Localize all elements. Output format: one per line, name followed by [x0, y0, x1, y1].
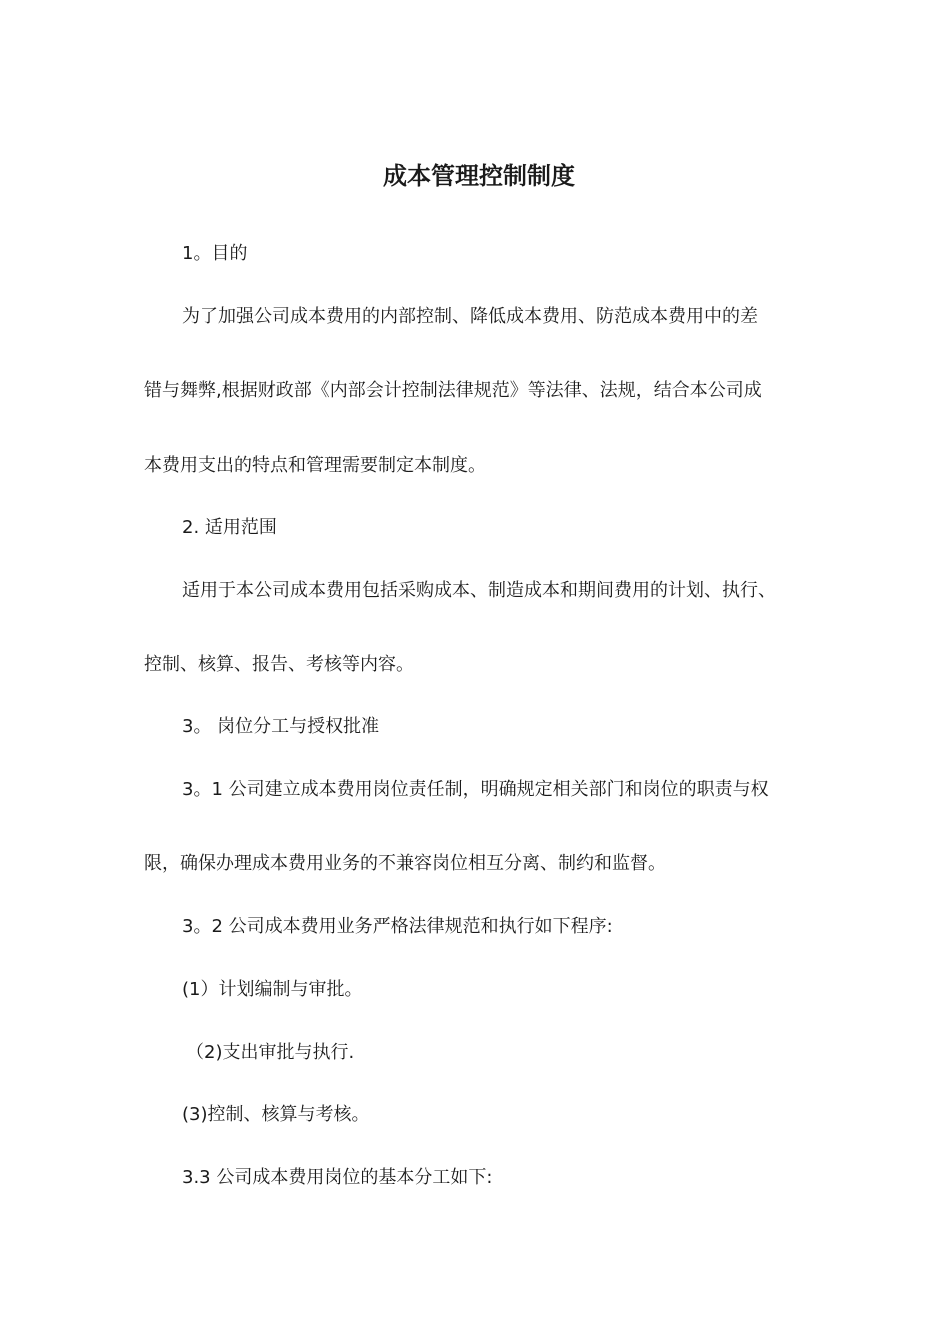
paragraph-line: 错与舞弊,根据财政部《内部会计控制法律规范》等法律、法规，结合本公司成	[144, 380, 762, 401]
section-3-heading: 3。 岗位分工与授权批准	[182, 716, 380, 737]
paragraph-line: 3。1 公司建立成本费用岗位责任制，明确规定相关部门和岗位的职责与权	[182, 779, 769, 800]
list-item: （2)支出审批与执行.	[186, 1042, 355, 1063]
paragraph-line: 适用于本公司成本费用包括采购成本、制造成本和期间费用的计划、执行、	[182, 580, 776, 601]
document-title: 成本管理控制制度	[383, 162, 575, 190]
list-item: (1）计划编制与审批。	[182, 979, 363, 1000]
section-1-heading: 1。目的	[182, 243, 248, 264]
paragraph-line: 限，确保办理成本费用业务的不兼容岗位相互分离、制约和监督。	[144, 853, 666, 874]
paragraph-line: 3。2 公司成本费用业务严格法律规范和执行如下程序:	[182, 916, 613, 937]
paragraph-line: 本费用支出的特点和管理需要制定本制度。	[144, 455, 486, 476]
section-2-heading: 2. 适用范围	[182, 517, 277, 538]
paragraph-line: 3.3 公司成本费用岗位的基本分工如下:	[182, 1167, 493, 1188]
paragraph-line: 控制、核算、报告、考核等内容。	[144, 654, 414, 675]
list-item: (3)控制、核算与考核。	[182, 1104, 370, 1125]
paragraph-line: 为了加强公司成本费用的内部控制、降低成本费用、防范成本费用中的差	[182, 306, 758, 327]
